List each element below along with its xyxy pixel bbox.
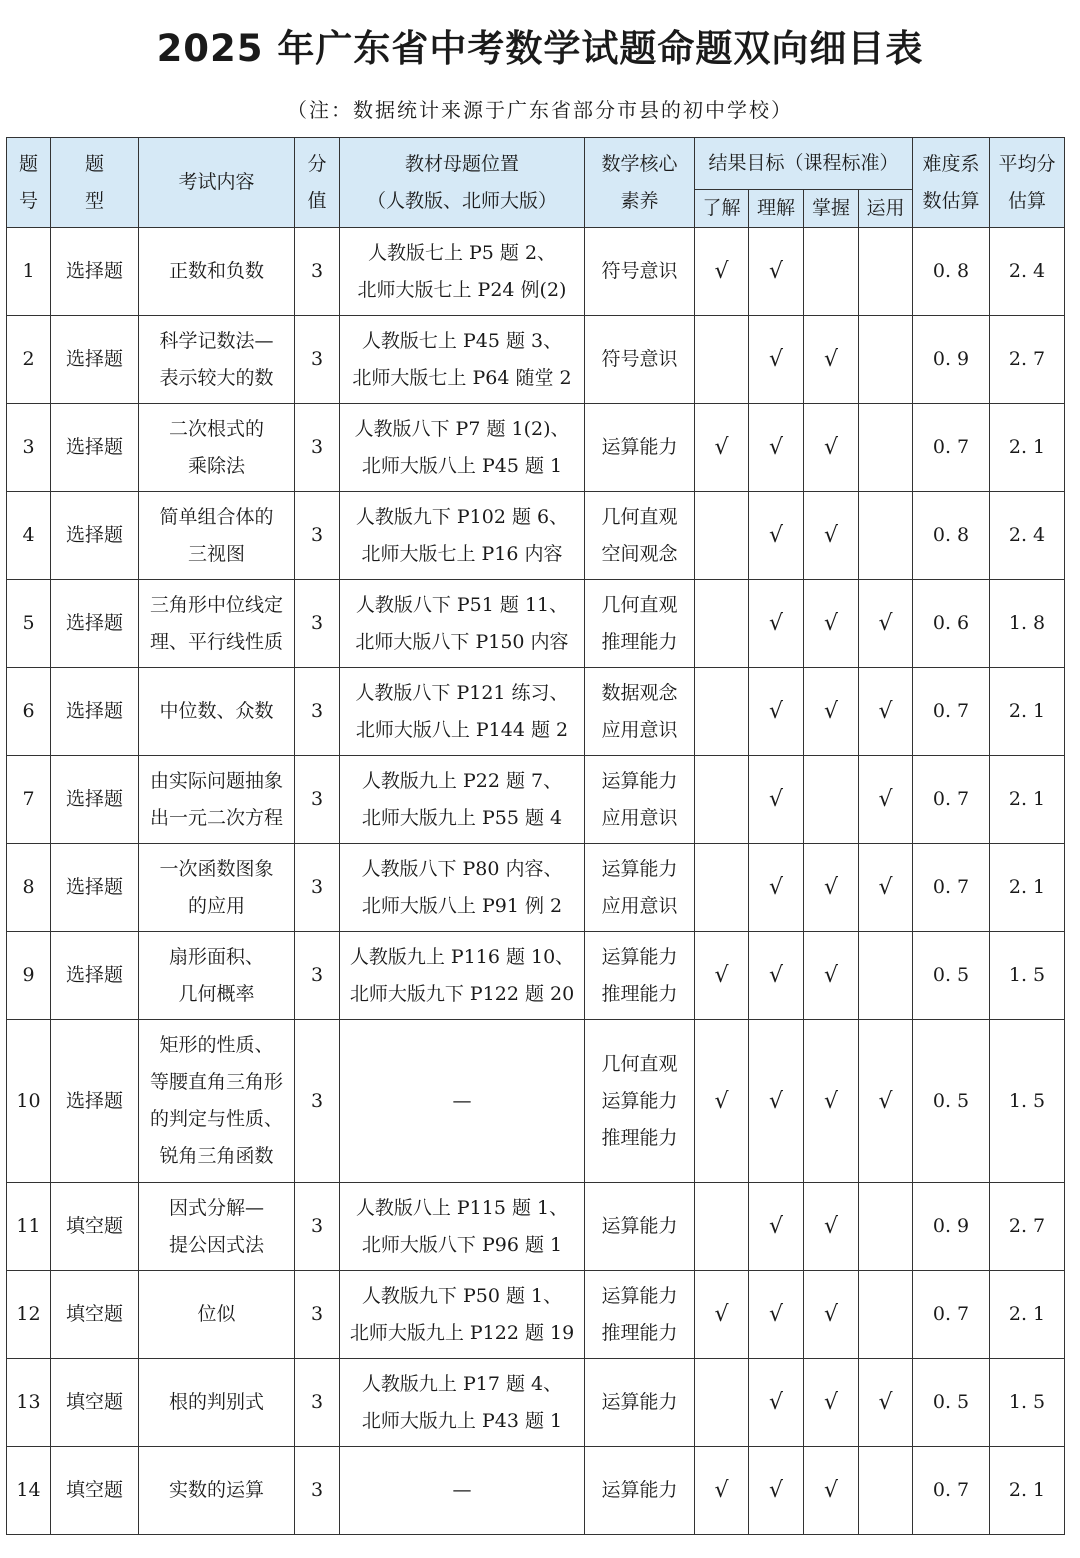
cell-comprehend: √ xyxy=(749,668,804,756)
cell-avg: 2. 1 xyxy=(990,1447,1065,1535)
header-goals: 结果目标（课程标准） xyxy=(695,138,913,190)
cell-master: √ xyxy=(804,316,859,404)
cell-understand: √ xyxy=(695,1020,749,1183)
header-avg: 平均分 估算 xyxy=(990,138,1065,228)
cell-position: 人教版九下 P50 题 1、 北师大版九上 P122 题 19 xyxy=(340,1271,585,1359)
cell-apply xyxy=(859,492,913,580)
cell-num: 11 xyxy=(7,1183,51,1271)
cell-avg: 2. 7 xyxy=(990,316,1065,404)
cell-score: 3 xyxy=(295,1020,340,1183)
cell-comprehend: √ xyxy=(749,492,804,580)
header-comprehend: 理解 xyxy=(749,190,804,228)
cell-difficulty: 0. 9 xyxy=(913,1183,990,1271)
cell-type: 选择题 xyxy=(51,316,139,404)
cell-score: 3 xyxy=(295,1183,340,1271)
cell-apply xyxy=(859,1183,913,1271)
cell-literacy: 运算能力 xyxy=(585,1359,695,1447)
cell-literacy: 运算能力 xyxy=(585,404,695,492)
cell-avg: 2. 1 xyxy=(990,756,1065,844)
cell-type: 选择题 xyxy=(51,668,139,756)
cell-master: √ xyxy=(804,668,859,756)
cell-apply: √ xyxy=(859,580,913,668)
cell-score: 3 xyxy=(295,492,340,580)
cell-position: 人教版八下 P7 题 1(2)、 北师大版八上 P45 题 1 xyxy=(340,404,585,492)
page-title: 2025 年广东省中考数学试题命题双向细目表 xyxy=(156,27,924,70)
cell-understand xyxy=(695,756,749,844)
cell-position: 人教版八下 P121 练习、 北师大版八上 P144 题 2 xyxy=(340,668,585,756)
cell-content: 三角形中位线定 理、平行线性质 xyxy=(139,580,295,668)
header-num: 题 号 xyxy=(7,138,51,228)
cell-num: 2 xyxy=(7,316,51,404)
cell-understand xyxy=(695,316,749,404)
header-score: 分 值 xyxy=(295,138,340,228)
table-row xyxy=(7,580,1065,668)
cell-content: 正数和负数 xyxy=(139,228,295,316)
cell-difficulty: 0. 5 xyxy=(913,1020,990,1183)
cell-score: 3 xyxy=(295,844,340,932)
cell-apply xyxy=(859,932,913,1020)
header-position: 教材母题位置 （人教版、北师大版） xyxy=(340,138,585,228)
cell-master: √ xyxy=(804,1271,859,1359)
cell-num: 1 xyxy=(7,228,51,316)
cell-num: 8 xyxy=(7,844,51,932)
cell-avg: 2. 4 xyxy=(990,228,1065,316)
cell-num: 10 xyxy=(7,1020,51,1183)
cell-difficulty: 0. 6 xyxy=(913,580,990,668)
cell-master: √ xyxy=(804,1447,859,1535)
cell-understand xyxy=(695,492,749,580)
cell-position: 人教版九上 P17 题 4、 北师大版九上 P43 题 1 xyxy=(340,1359,585,1447)
cell-score: 3 xyxy=(295,316,340,404)
cell-comprehend: √ xyxy=(749,844,804,932)
cell-difficulty: 0. 7 xyxy=(913,668,990,756)
cell-understand: √ xyxy=(695,1447,749,1535)
cell-type: 填空题 xyxy=(51,1447,139,1535)
cell-apply: √ xyxy=(859,756,913,844)
cell-score: 3 xyxy=(295,932,340,1020)
cell-score: 3 xyxy=(295,756,340,844)
table-row xyxy=(7,316,1065,404)
cell-apply xyxy=(859,1271,913,1359)
cell-position: — xyxy=(340,1447,585,1535)
header-content: 考试内容 xyxy=(139,138,295,228)
cell-avg: 1. 5 xyxy=(990,932,1065,1020)
cell-position: 人教版九下 P102 题 6、 北师大版七上 P16 内容 xyxy=(340,492,585,580)
cell-understand xyxy=(695,1359,749,1447)
cell-master: √ xyxy=(804,404,859,492)
header-master: 掌握 xyxy=(804,190,859,228)
table-row xyxy=(7,1020,1065,1183)
cell-comprehend: √ xyxy=(749,1020,804,1183)
cell-master: √ xyxy=(804,1183,859,1271)
cell-comprehend: √ xyxy=(749,1359,804,1447)
cell-apply: √ xyxy=(859,668,913,756)
cell-content: 扇形面积、 几何概率 xyxy=(139,932,295,1020)
cell-avg: 1. 5 xyxy=(990,1359,1065,1447)
cell-avg: 2. 1 xyxy=(990,844,1065,932)
cell-literacy: 几何直观 运算能力 推理能力 xyxy=(585,1020,695,1183)
cell-num: 3 xyxy=(7,404,51,492)
cell-score: 3 xyxy=(295,668,340,756)
cell-apply: √ xyxy=(859,1020,913,1183)
cell-apply xyxy=(859,228,913,316)
table-row xyxy=(7,844,1065,932)
cell-score: 3 xyxy=(295,1271,340,1359)
cell-understand: √ xyxy=(695,932,749,1020)
cell-comprehend: √ xyxy=(749,1183,804,1271)
cell-content: 根的判别式 xyxy=(139,1359,295,1447)
cell-position: 人教版九上 P116 题 10、 北师大版九下 P122 题 20 xyxy=(340,932,585,1020)
cell-num: 14 xyxy=(7,1447,51,1535)
cell-type: 选择题 xyxy=(51,1020,139,1183)
cell-position: 人教版八下 P51 题 11、 北师大版八下 P150 内容 xyxy=(340,580,585,668)
cell-literacy: 运算能力 应用意识 xyxy=(585,756,695,844)
cell-master xyxy=(804,228,859,316)
cell-apply xyxy=(859,1447,913,1535)
cell-difficulty: 0. 5 xyxy=(913,1359,990,1447)
cell-literacy: 运算能力 xyxy=(585,1183,695,1271)
cell-apply: √ xyxy=(859,1359,913,1447)
table-row xyxy=(7,1359,1065,1447)
cell-content: 二次根式的 乘除法 xyxy=(139,404,295,492)
cell-comprehend: √ xyxy=(749,404,804,492)
cell-apply xyxy=(859,404,913,492)
cell-difficulty: 0. 7 xyxy=(913,1271,990,1359)
cell-content: 简单组合体的 三视图 xyxy=(139,492,295,580)
cell-difficulty: 0. 9 xyxy=(913,316,990,404)
header-literacy: 数学核心 素养 xyxy=(585,138,695,228)
table-body xyxy=(7,228,1065,1535)
cell-score: 3 xyxy=(295,228,340,316)
table-row xyxy=(7,1183,1065,1271)
cell-avg: 2. 1 xyxy=(990,404,1065,492)
cell-master: √ xyxy=(804,844,859,932)
cell-content: 一次函数图象 的应用 xyxy=(139,844,295,932)
table-row xyxy=(7,756,1065,844)
cell-position: — xyxy=(340,1020,585,1183)
cell-difficulty: 0. 7 xyxy=(913,404,990,492)
cell-literacy: 运算能力 推理能力 xyxy=(585,1271,695,1359)
cell-score: 3 xyxy=(295,1359,340,1447)
cell-position: 人教版七上 P5 题 2、 北师大版七上 P24 例(2) xyxy=(340,228,585,316)
cell-difficulty: 0. 7 xyxy=(913,1447,990,1535)
cell-comprehend: √ xyxy=(749,756,804,844)
spec-table xyxy=(6,137,1065,1535)
cell-content: 中位数、众数 xyxy=(139,668,295,756)
cell-num: 4 xyxy=(7,492,51,580)
cell-understand xyxy=(695,580,749,668)
cell-understand: √ xyxy=(695,228,749,316)
table-row xyxy=(7,492,1065,580)
cell-type: 选择题 xyxy=(51,756,139,844)
cell-master: √ xyxy=(804,1359,859,1447)
cell-type: 填空题 xyxy=(51,1271,139,1359)
cell-score: 3 xyxy=(295,1447,340,1535)
header-understand: 了解 xyxy=(695,190,749,228)
cell-comprehend: √ xyxy=(749,1447,804,1535)
cell-difficulty: 0. 8 xyxy=(913,492,990,580)
cell-type: 选择题 xyxy=(51,492,139,580)
cell-difficulty: 0. 7 xyxy=(913,756,990,844)
cell-content: 因式分解— 提公因式法 xyxy=(139,1183,295,1271)
cell-literacy: 符号意识 xyxy=(585,228,695,316)
table-row xyxy=(7,932,1065,1020)
cell-literacy: 几何直观 推理能力 xyxy=(585,580,695,668)
cell-understand xyxy=(695,1183,749,1271)
cell-understand: √ xyxy=(695,404,749,492)
cell-master: √ xyxy=(804,580,859,668)
header-apply: 运用 xyxy=(859,190,913,228)
table-row xyxy=(7,228,1065,316)
cell-literacy: 数据观念 应用意识 xyxy=(585,668,695,756)
cell-position: 人教版八下 P80 内容、 北师大版八上 P91 例 2 xyxy=(340,844,585,932)
cell-position: 人教版九上 P22 题 7、 北师大版九上 P55 题 4 xyxy=(340,756,585,844)
cell-apply: √ xyxy=(859,844,913,932)
cell-comprehend: √ xyxy=(749,932,804,1020)
table-row xyxy=(7,404,1065,492)
cell-apply xyxy=(859,316,913,404)
cell-content: 矩形的性质、 等腰直角三角形 的判定与性质、 锐角三角函数 xyxy=(139,1020,295,1183)
cell-position: 人教版七上 P45 题 3、 北师大版七上 P64 随堂 2 xyxy=(340,316,585,404)
cell-avg: 2. 7 xyxy=(990,1183,1065,1271)
cell-understand xyxy=(695,844,749,932)
cell-position: 人教版八上 P115 题 1、 北师大版八下 P96 题 1 xyxy=(340,1183,585,1271)
header-difficulty: 难度系 数估算 xyxy=(913,138,990,228)
cell-literacy: 几何直观 空间观念 xyxy=(585,492,695,580)
cell-num: 9 xyxy=(7,932,51,1020)
cell-literacy: 符号意识 xyxy=(585,316,695,404)
table-row xyxy=(7,1271,1065,1359)
cell-literacy: 运算能力 xyxy=(585,1447,695,1535)
source-note: （注：数据统计来源于广东省部分市县的初中学校） xyxy=(287,98,793,122)
cell-num: 5 xyxy=(7,580,51,668)
cell-master: √ xyxy=(804,1020,859,1183)
cell-num: 13 xyxy=(7,1359,51,1447)
cell-type: 选择题 xyxy=(51,228,139,316)
cell-type: 选择题 xyxy=(51,844,139,932)
cell-master xyxy=(804,756,859,844)
cell-avg: 1. 5 xyxy=(990,1020,1065,1183)
header-type: 题 型 xyxy=(51,138,139,228)
cell-comprehend: √ xyxy=(749,580,804,668)
cell-type: 选择题 xyxy=(51,580,139,668)
cell-master: √ xyxy=(804,932,859,1020)
cell-comprehend: √ xyxy=(749,1271,804,1359)
cell-num: 6 xyxy=(7,668,51,756)
cell-content: 由实际问题抽象 出一元二次方程 xyxy=(139,756,295,844)
cell-avg: 2. 4 xyxy=(990,492,1065,580)
cell-difficulty: 0. 7 xyxy=(913,844,990,932)
cell-type: 填空题 xyxy=(51,1359,139,1447)
cell-understand: √ xyxy=(695,1271,749,1359)
cell-avg: 2. 1 xyxy=(990,668,1065,756)
cell-type: 填空题 xyxy=(51,1183,139,1271)
cell-num: 7 xyxy=(7,756,51,844)
cell-difficulty: 0. 8 xyxy=(913,228,990,316)
cell-type: 选择题 xyxy=(51,404,139,492)
cell-literacy: 运算能力 推理能力 xyxy=(585,932,695,1020)
cell-avg: 1. 8 xyxy=(990,580,1065,668)
cell-understand xyxy=(695,668,749,756)
cell-master: √ xyxy=(804,492,859,580)
table-row xyxy=(7,1447,1065,1535)
cell-score: 3 xyxy=(295,404,340,492)
cell-avg: 2. 1 xyxy=(990,1271,1065,1359)
cell-score: 3 xyxy=(295,580,340,668)
table-row xyxy=(7,668,1065,756)
cell-difficulty: 0. 5 xyxy=(913,932,990,1020)
cell-literacy: 运算能力 应用意识 xyxy=(585,844,695,932)
cell-content: 科学记数法— 表示较大的数 xyxy=(139,316,295,404)
cell-content: 实数的运算 xyxy=(139,1447,295,1535)
cell-comprehend: √ xyxy=(749,316,804,404)
cell-type: 选择题 xyxy=(51,932,139,1020)
cell-comprehend: √ xyxy=(749,228,804,316)
cell-num: 12 xyxy=(7,1271,51,1359)
cell-content: 位似 xyxy=(139,1271,295,1359)
